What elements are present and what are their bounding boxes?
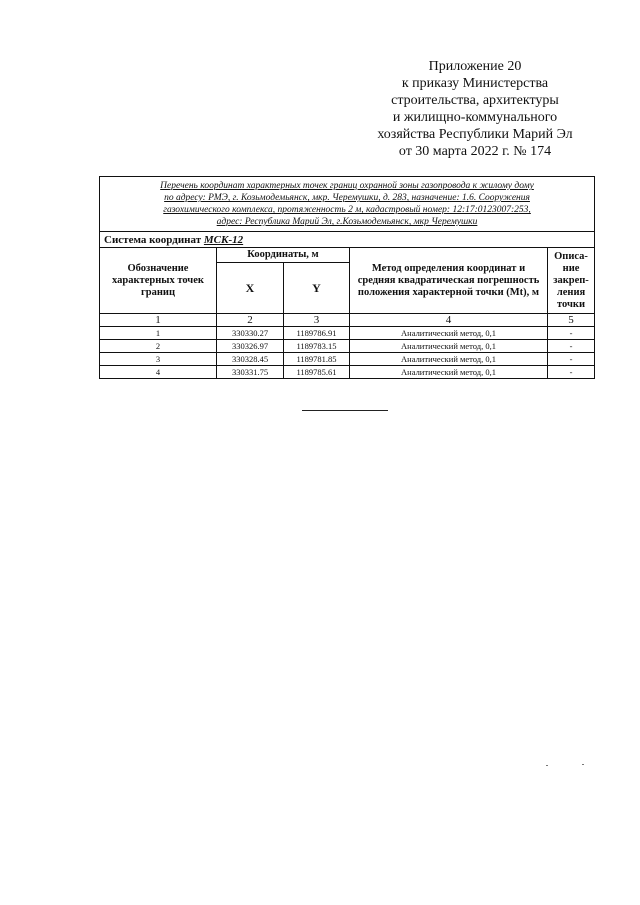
column-number: 1 <box>100 314 217 327</box>
column-number: 5 <box>548 314 595 327</box>
scan-speck <box>546 765 548 766</box>
cell-description: - <box>548 327 595 340</box>
cell-y: 1189783.15 <box>284 340 350 353</box>
table-caption <box>100 177 595 232</box>
header-description-line: закреп- <box>553 274 589 286</box>
header-description-line: точки <box>557 298 586 310</box>
header-line-appendix-number: Приложение 20 <box>428 59 522 74</box>
cell-x: 330328.45 <box>217 353 284 366</box>
cell-description: - <box>548 340 595 353</box>
header-x: X <box>217 263 284 314</box>
header-line-order: к приказу Министерства <box>401 76 549 91</box>
header-description-line: ние <box>562 262 580 274</box>
cell-method: Аналитический метод, 0,1 <box>350 366 548 379</box>
header-line-ministry: строительства, архитектуры <box>391 93 559 108</box>
cell-method: Аналитический метод, 0,1 <box>350 353 548 366</box>
cell-description: - <box>548 353 595 366</box>
cell-x: 330326.97 <box>217 340 284 353</box>
header-coordinates: Координаты, м <box>217 248 350 263</box>
header-y: Y <box>284 263 350 314</box>
cell-point: 2 <box>100 340 217 353</box>
table-row <box>100 340 595 353</box>
header-point: Обозначение характерных точек границ <box>100 248 217 314</box>
coordinate-system-label: Система координат <box>104 233 202 246</box>
cell-method: Аналитический метод, 0,1 <box>350 327 548 340</box>
caption-line: Перечень координат характерных точек границ охранной зоны газопровода к жилому дому <box>160 181 534 191</box>
header-line-date: от 30 марта 2022 г. № 174 <box>398 144 552 159</box>
appendix-header <box>360 58 590 160</box>
column-number: 3 <box>284 314 350 327</box>
coordinate-system-row <box>100 232 595 248</box>
table-row <box>100 366 595 379</box>
header-description-line: ления <box>556 286 586 298</box>
header-description <box>548 248 595 314</box>
cell-description: - <box>548 366 595 379</box>
column-number: 2 <box>217 314 284 327</box>
header-method: Метод определения координат и средняя квадратическая погрешность положения характерной точки (Mt), м <box>350 248 548 314</box>
scan-speck <box>582 764 584 765</box>
caption-line: по адресу: РМЭ, г. Козьмодемьянск, мкр. Черемушки, д. 283, назначение: 1.6. Сооружения <box>164 193 530 203</box>
column-numbers-row <box>100 314 595 327</box>
cell-y: 1189781.85 <box>284 353 350 366</box>
header-line-ministry-3: хозяйства Республики Марий Эл <box>377 127 573 142</box>
cell-point: 1 <box>100 327 217 340</box>
cell-x: 330330.27 <box>217 327 284 340</box>
coordinate-system <box>100 232 595 248</box>
header-description-line: Описа- <box>554 250 588 262</box>
coordinate-system-name: МСК-12 <box>203 233 244 246</box>
header-line-ministry-2: и жилищно-коммунального <box>392 110 558 125</box>
cell-method: Аналитический метод, 0,1 <box>350 340 548 353</box>
table-row <box>100 327 595 340</box>
coordinates-table <box>99 176 595 379</box>
column-number: 4 <box>350 314 548 327</box>
caption-line: газохимического комплекса, протяженность 2 м, кадастровый номер: 12:17:0123007:253, <box>163 205 531 215</box>
cell-point: 3 <box>100 353 217 366</box>
header-row-1 <box>100 248 595 263</box>
caption-line: адрес: Республика Марий Эл, г.Козьмодемьянск, мкр Черемушки <box>216 217 478 227</box>
cell-y: 1189786.91 <box>284 327 350 340</box>
table-row <box>100 353 595 366</box>
caption-row <box>100 177 595 232</box>
cell-point: 4 <box>100 366 217 379</box>
cell-y: 1189785.61 <box>284 366 350 379</box>
separator-line <box>302 410 388 411</box>
cell-x: 330331.75 <box>217 366 284 379</box>
